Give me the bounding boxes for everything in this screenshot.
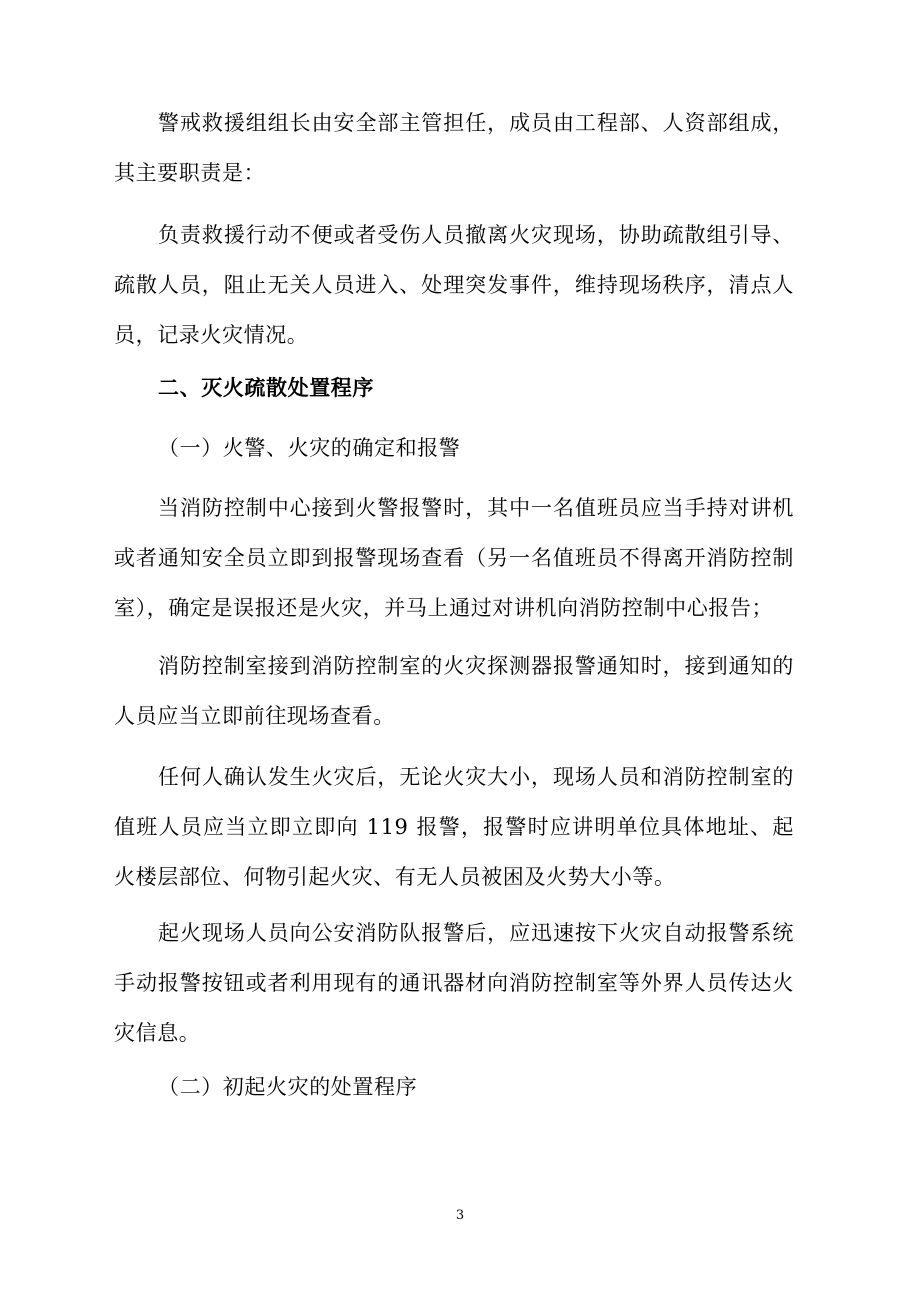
subsection-heading-initial-fire: （二）初起火灾的处置程序 [158,1075,418,1099]
paragraph-detector-alarm: 消防控制室接到消防控制室的火灾探测器报警通知时，接到通知的人员应当立即前往现场查看。 [114,654,794,728]
paragraph-report-119: 任何人确认发生火灾后，无论火灾大小，现场人员和消防控制室的值班人员应当立即立即向 119 报警，报警时应讲明单位具体地址、起火楼层部位、何物引起火灾、有无人员被困及火势大小等。 [114,765,794,889]
paragraph-rescue-duties: 负责救援行动不便或者受伤人员撤离火灾现场，协助疏散组引导、疏散人员，阻止无关人员进入、处理突发事件，维持现场秩序，清点人员，记录火灾情况。 [114,223,794,347]
subsection-heading-alarm: （一）火警、火灾的确定和报警 [158,436,461,460]
paragraph-manual-alarm: 起火现场人员向公安消防队报警后，应迅速按下火灾自动报警系统手动报警按钮或者利用现有的通讯器材向消防控制室等外界人员传达火灾信息。 [114,921,794,1045]
page-number: 3 [455,1208,465,1223]
paragraph-control-center: 当消防控制中心接到火警报警时，其中一名值班员应当手持对讲机或者通知安全员立即到报警现场查看（另一名值班员不得离开消防控制室），确定是误报还是火灾，并马上通过对讲机向消防控制中心报告； [114,496,794,620]
paragraph-rescue-team: 警戒救援组组长由安全部主管担任，成员由工程部、人资部组成，其主要职责是： [114,111,794,185]
section-heading: 二、灭火疏散处置程序 [158,376,374,400]
